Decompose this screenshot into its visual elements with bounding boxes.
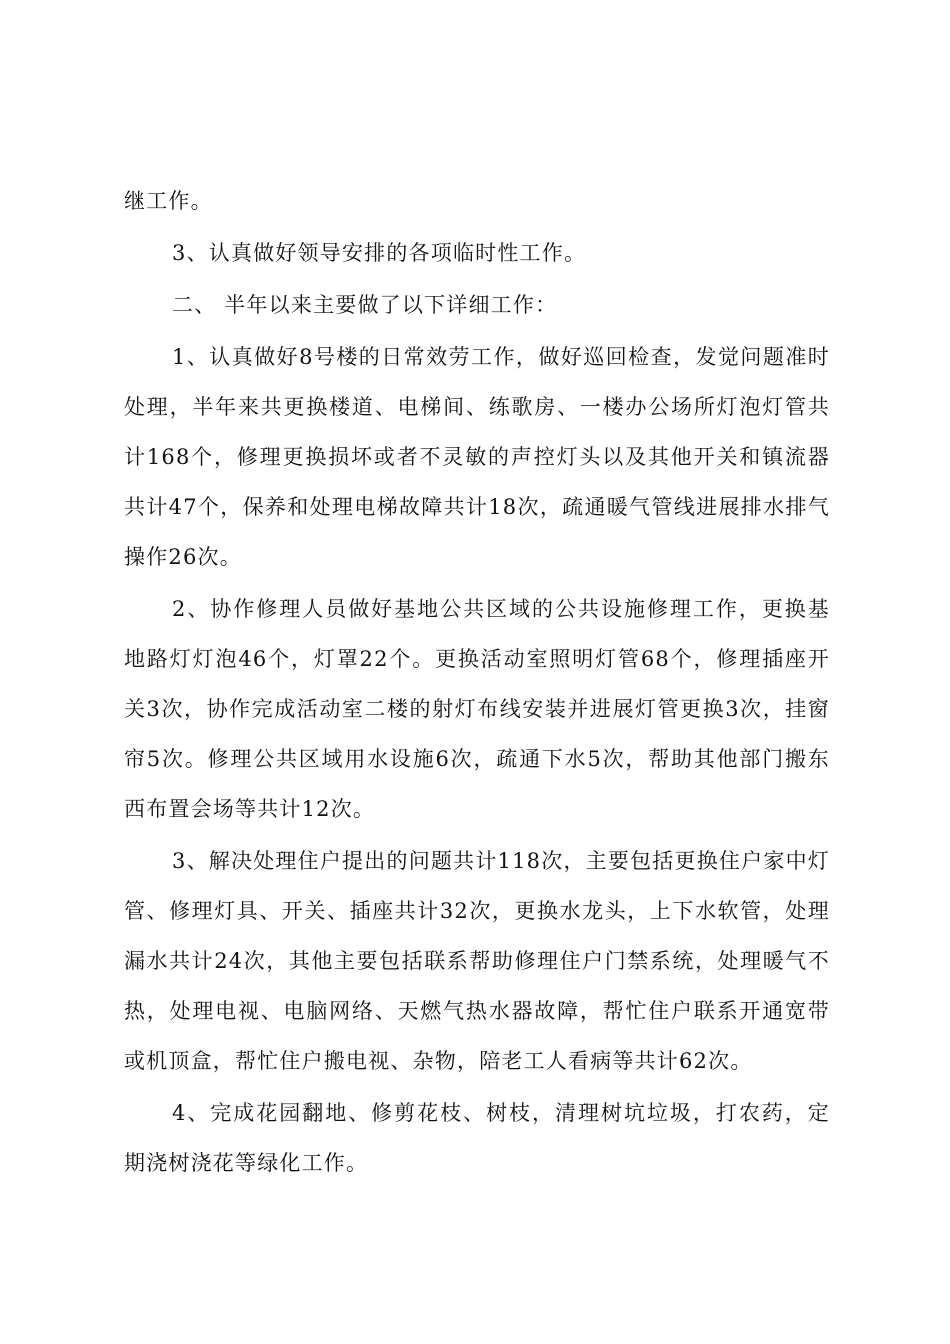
section-heading-2: 二、 半年以来主要做了以下详细工作： [172, 293, 558, 317]
paragraph-item-3-temporary-work: 3、认真做好领导安排的各项临时性工作。 [172, 241, 587, 265]
paragraph-item-2-public-facilities: 2、协作修理人员做好基地公共区域的公共设施修理工作，更换基地路灯灯泡46个，灯罩22个。更换活动室照明灯管68个，修理插座开关3次，协作完成活动室二楼的射灯布线安装并进展灯管更换3次，挂窗帘5次。修理公共区域用水设施6次，疏通下水5次，帮助其他部门搬东西布置会场等共计12次。 [124, 597, 830, 821]
paragraph-continuation: 继工作。 [124, 189, 213, 213]
paragraph-item-4-greening: 4、完成花园翻地、修剪花枝、树枝，清理树坑垃圾，打农药，定期浇树浇花等绿化工作。 [124, 1101, 830, 1175]
paragraph-item-1-building-8: 1、认真做好8号楼的日常效劳工作，做好巡回检查，发觉问题准时处理，半年来共更换楼道、电梯间、练歌房、一楼办公场所灯泡灯管共计168个，修理更换损坏或者不灵敏的声控灯头以及其他开关和镇流器共计47个，保养和处理电梯故障共计18次，疏通暖气管线进展排水排气操作26次。 [124, 345, 830, 569]
paragraph-item-3-residents: 3、解决处理住户提出的问题共计118次，主要包括更换住户家中灯管、修理灯具、开关、插座共计32次，更换水龙头，上下水软管，处理漏水共计24次，其他主要包括联系帮助修理住户门禁系统，处理暖气不热，处理电视、电脑网络、天燃气热水器故障，帮忙住户联系开通宽带或机顶盒，帮忙住户搬电视、杂物，陪老工人看病等共计62次。 [124, 849, 830, 1073]
document-body [124, 176, 830, 1190]
